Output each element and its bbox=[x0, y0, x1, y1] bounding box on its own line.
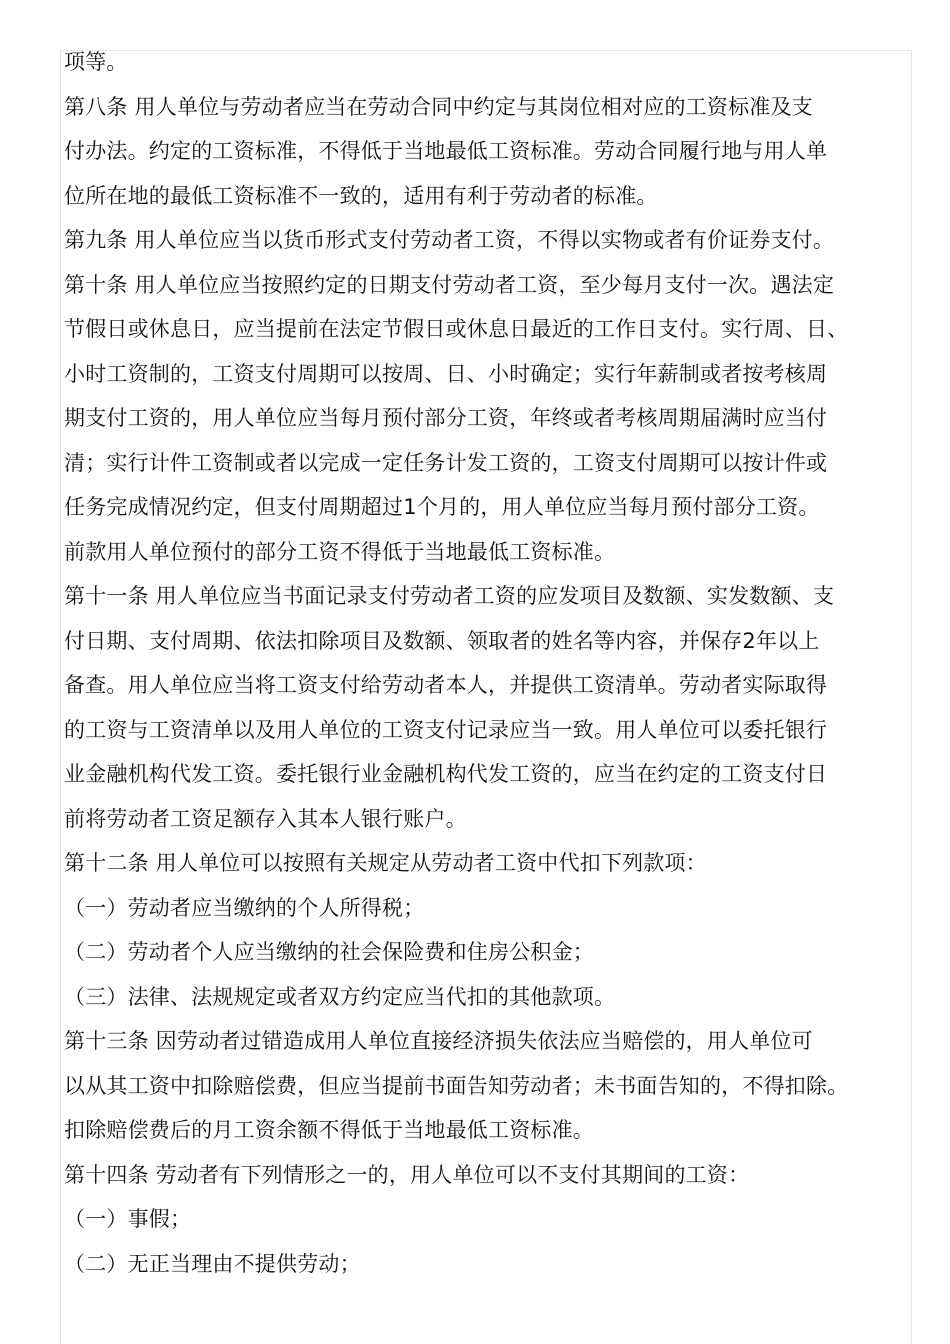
text-line: 节假日或休息日，应当提前在法定节假日或休息日最近的工作日支付。实行周、日、 bbox=[64, 317, 849, 341]
article-10-line: 第十条 用人单位应当按照约定的日期支付劳动者工资，至少每月支付一次。遇法定 bbox=[64, 272, 835, 297]
list-item: （一）劳动者应当缴纳的个人所得税； bbox=[64, 895, 425, 920]
text-line: 小时工资制的，工资支付周期可以按周、日、小时确定；实行年薪制或者按考核周 bbox=[64, 361, 828, 386]
text-line: 清；实行计件工资制或者以完成一定任务计发工资的，工资支付周期可以按计件或 bbox=[64, 450, 828, 475]
article-12-line: 第十二条 用人单位可以按照有关规定从劳动者工资中代扣下列款项： bbox=[64, 851, 707, 875]
text-line: 的工资与工资清单以及用人单位的工资支付记录应当一致。用人单位可以委托银行 bbox=[64, 717, 828, 742]
article-13-line: 第十三条 因劳动者过错造成用人单位直接经济损失依法应当赔偿的，用人单位可 bbox=[64, 1029, 813, 1053]
text-line: 付办法。约定的工资标准，不得低于当地最低工资标准。劳动合同履行地与用人单 bbox=[64, 139, 828, 163]
text-line: 以从其工资中扣除赔偿费，但应当提前书面告知劳动者；未书面告知的，不得扣除。 bbox=[64, 1073, 849, 1098]
text-line: 任务完成情况约定，但支付周期超过1个月的，用人单位应当每月预付部分工资。 bbox=[64, 495, 820, 519]
text-line: 前将劳动者工资足额存入其本人银行账户。 bbox=[64, 806, 467, 831]
text-line: 前款用人单位预付的部分工资不得低于当地最低工资标准。 bbox=[64, 539, 616, 564]
list-item: （三）法律、法规规定或者双方约定应当代扣的其他款项。 bbox=[64, 984, 616, 1009]
text-line: 业金融机构代发工资。委托银行业金融机构代发工资的，应当在约定的工资支付日 bbox=[64, 762, 828, 786]
text-line: 位所在地的最低工资标准不一致的，适用有利于劳动者的标准。 bbox=[64, 183, 658, 208]
text-line: 付日期、支付周期、依法扣除项目及数额、领取者的姓名等内容，并保存2年以上 bbox=[64, 628, 820, 653]
text-line: 备查。用人单位应当将工资支付给劳动者本人，并提供工资清单。劳动者实际取得 bbox=[64, 673, 828, 697]
article-11-line: 第十一条 用人单位应当书面记录支付劳动者工资的应发项目及数额、实发数额、支 bbox=[64, 584, 835, 608]
list-item: （二）无正当理由不提供劳动； bbox=[64, 1251, 361, 1276]
list-item: （二）劳动者个人应当缴纳的社会保险费和住房公积金； bbox=[64, 940, 594, 964]
list-item: （一）事假； bbox=[64, 1207, 192, 1231]
text-line: 扣除赔偿费后的月工资余额不得低于当地最低工资标准。 bbox=[64, 1118, 594, 1142]
text-line: 项等。 bbox=[64, 50, 128, 74]
document-body bbox=[64, 40, 912, 1286]
article-8-line: 第八条 用人单位与劳动者应当在劳动合同中约定与其岗位相对应的工资标准及支 bbox=[64, 94, 813, 119]
article-9-line: 第九条 用人单位应当以货币形式支付劳动者工资，不得以实物或者有价证券支付。 bbox=[64, 228, 835, 252]
article-14-line: 第十四条 劳动者有下列情形之一的，用人单位可以不支付其期间的工资： bbox=[64, 1162, 750, 1187]
text-line: 期支付工资的，用人单位应当每月预付部分工资，年终或者考核周期届满时应当付 bbox=[64, 406, 828, 430]
